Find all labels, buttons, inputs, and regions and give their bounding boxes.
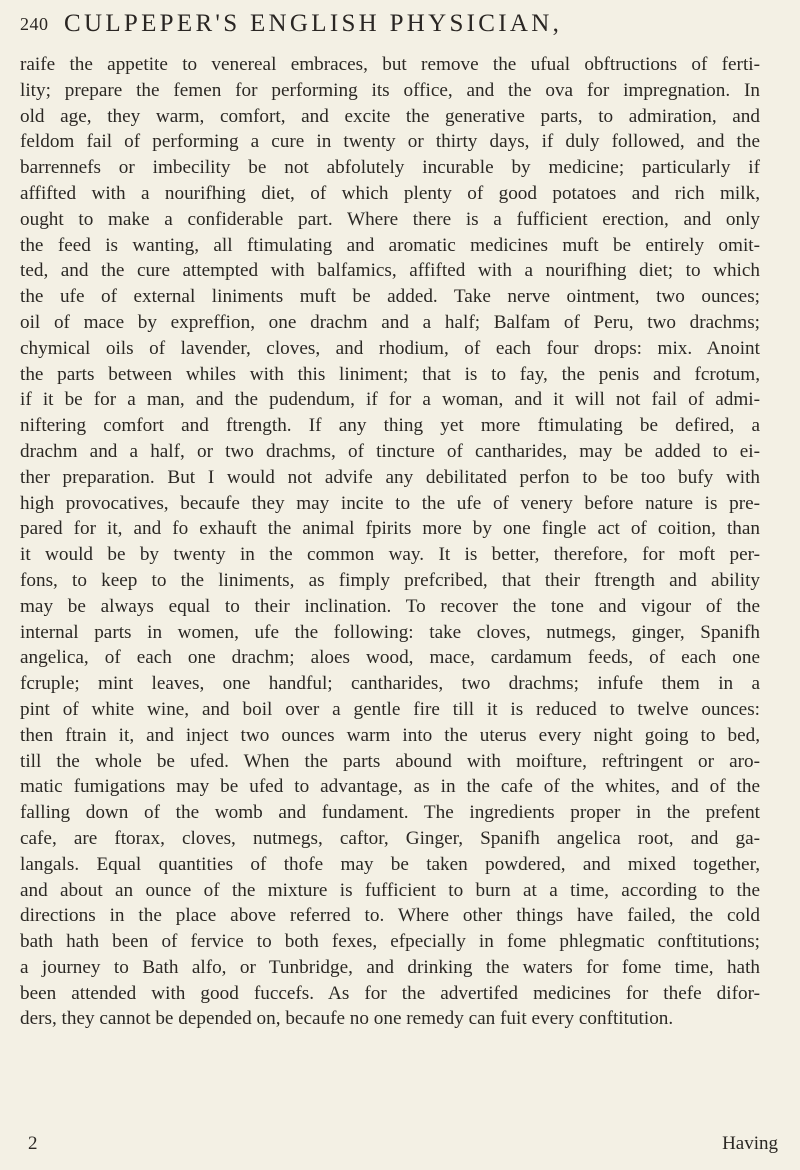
text-line: and about an ounce of the mixture is fufficient to burn at a time, according to the [20,879,760,901]
text-line: affifted with a nourifhing diet, of which plenty of good potatoes and rich milk, [20,182,760,204]
text-line: till the whole be ufed. When the parts abound with moifture, reftringent or aro- [20,750,760,772]
text-line: matic fumigations may be ufed to advantage, as in the cafe of the whites, and of the [20,776,760,798]
text-line: angelica, of each one drachm; aloes wood, mace, cardamum feeds, of each one [20,647,760,669]
text-line: internal parts in women, ufe the following: take cloves, nutmegs, ginger, Spanifh [20,621,760,643]
text-line: fcruple; mint leaves, one handful; cantharides, two drachms; infufe them in a [20,673,760,695]
text-line: cafe, are ftorax, cloves, nutmegs, caftor, Ginger, Spanifh angelica root, and ga- [20,827,760,849]
page-number: 240 [20,14,49,34]
text-line: langals. Equal quantities of thofe may be taken powdered, and mixed together, [20,853,760,875]
running-head: CULPEPER'S ENGLISH PHYSICIAN, [64,10,563,37]
page-header [20,8,780,48]
text-line: a journey to Bath alfo, or Tunbridge, and drinking the waters for fome time, hath [20,956,760,978]
text-line: pared for it, and fo exhauft the animal fpirits more by one fingle act of coition, than [20,518,760,540]
text-line: ther preparation. But I would not advife any debilitated perfon to be too bufy with [20,466,760,488]
text-line: old age, they warm, comfort, and excite the generative parts, to admiration, and [20,105,760,127]
text-line: chymical oils of lavender, cloves, and rhodium, of each four drops: mix. Anoint [20,337,760,359]
text-line: high provocatives, becaufe they may incite to the ufe of venery before nature is pre- [20,492,760,514]
text-line: the feed is wanting, all ftimulating and aromatic medicines muft be entirely omit- [20,234,760,256]
signature-mark: 2 [28,1133,38,1154]
text-line: the parts between whiles with this liniment; that is to fay, the penis and fcrotum, [20,363,760,385]
text-line: feldom fail of performing a cure in twenty or thirty days, if duly followed, and the [20,131,760,153]
text-line: bath hath been of fervice to both fexes, efpecially in fome phlegmatic conftitutions; [20,931,760,953]
text-line: lity; prepare the femen for performing its office, and the ova for impregnation. In [20,79,760,101]
text-line: ted, and the cure attempted with balfamics, affifted with a nourifhing diet; to which [20,260,760,282]
text-line: pint of white wine, and boil over a gentle fire till it is reduced to twelve ounces: [20,698,760,720]
text-line: been attended with good fuccefs. As for the advertifed medicines for thefe difor- [20,982,760,1004]
text-line: then ftrain it, and inject two ounces warm into the uterus every night going to bed, [20,724,760,746]
text-line: may be always equal to their inclination. To recover the tone and vigour of the [20,595,760,617]
text-line: ought to make a confiderable part. Where there is a fufficient erection, and only [20,208,760,230]
page-footer [20,1133,780,1163]
text-line: directions in the place above referred to. Where other things have failed, the cold [20,905,760,927]
text-line: oil of mace by expreffion, one drachm and a half; Balfam of Peru, two drachms; [20,311,760,333]
text-line: falling down of the womb and fundament. The ingredients proper in the prefent [20,802,760,824]
text-line: drachm and a half, or two drachms, of tincture of cantharides, may be added to ei- [20,440,760,462]
text-line: barrennefs or imbecility be not abfolutely incurable by medicine; particularly if [20,157,760,179]
text-line: it would be by twenty in the common way. It is better, therefore, for moft per- [20,544,760,566]
catchword: Having [722,1133,778,1154]
text-line: ders, they cannot be depended on, becaufe no one remedy can fuit every conftitution. [20,1008,674,1030]
text-line: raife the appetite to venereal embraces, but remove the ufual obftructions of ferti- [20,54,760,75]
text-line: the ufe of external liniments muft be added. Take nerve ointment, two ounces; [20,286,760,308]
text-line: if it be for a man, and the pudendum, if for a woman, and it will not fail of admi- [20,389,760,411]
text-line: fons, to keep to the liniments, as fimply prefcribed, that their ftrength and ability [20,569,760,591]
body-text [20,52,760,1032]
text-line: niftering comfort and ftrength. If any thing yet more ftimulating be defired, a [20,415,760,437]
